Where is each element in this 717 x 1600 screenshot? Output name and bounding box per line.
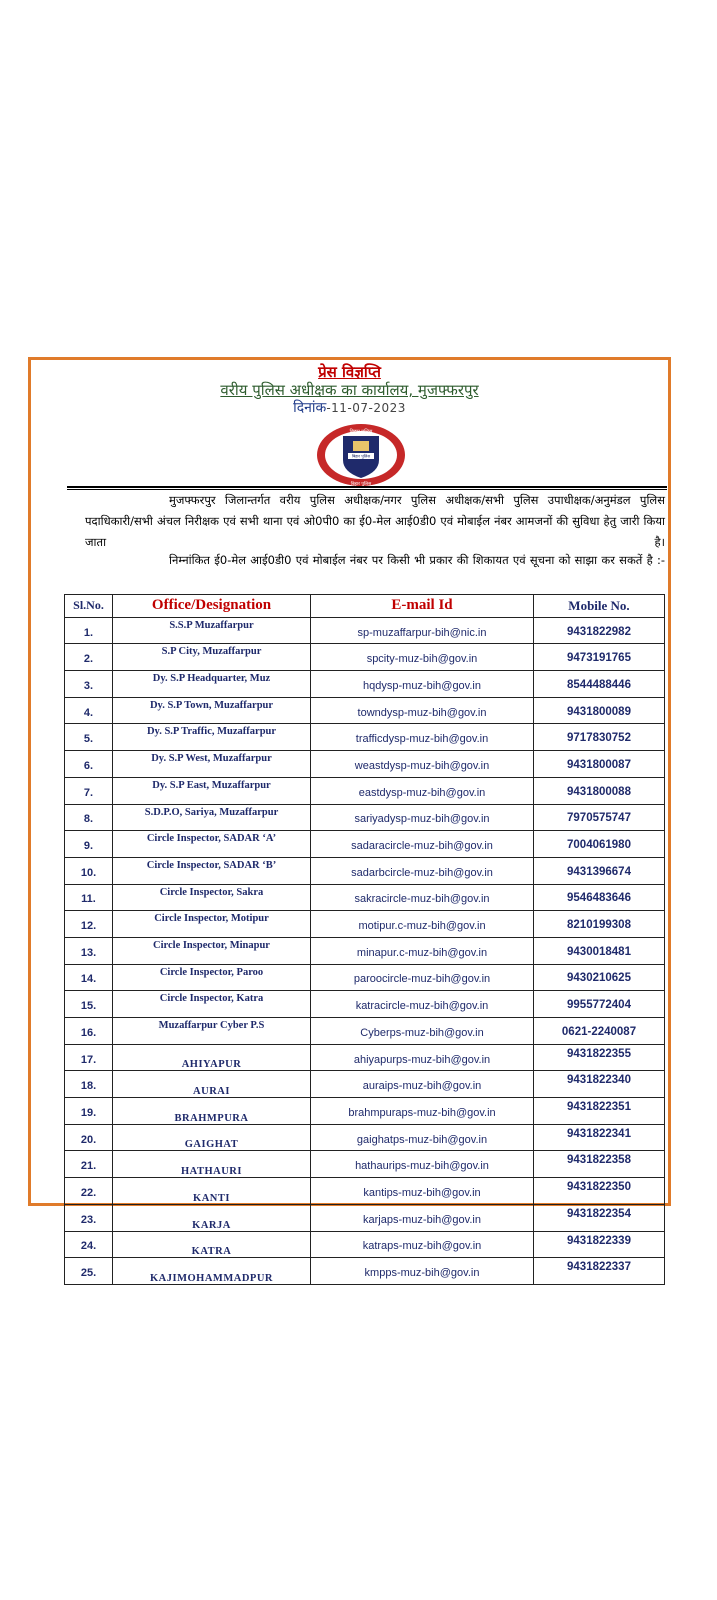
email-cell: sadarbcircle-muz-bih@gov.in	[311, 857, 534, 884]
mobile-cell: 9431800088	[534, 777, 665, 804]
email-cell: katraps-muz-bih@gov.in	[311, 1231, 534, 1258]
sl-no-cell: 22.	[65, 1178, 113, 1205]
mobile-cell: 0621-2240087	[534, 1018, 665, 1045]
email-cell: sadaracircle-muz-bih@gov.in	[311, 831, 534, 858]
sl-no-cell: 24.	[65, 1231, 113, 1258]
office-cell: KARJA	[113, 1204, 311, 1231]
table-row	[65, 724, 665, 751]
sl-no-cell: 13.	[65, 937, 113, 964]
office-cell: HATHAURI	[113, 1151, 311, 1178]
office-cell: AHIYAPUR	[113, 1044, 311, 1071]
office-cell: AURAI	[113, 1071, 311, 1098]
email-cell: auraips-muz-bih@gov.in	[311, 1071, 534, 1098]
emblem-bottom-text: बिहार पुलिस	[350, 482, 372, 487]
mobile-cell: 9431396674	[534, 857, 665, 884]
office-cell: Dy. S.P Town, Muzaffarpur	[113, 697, 311, 724]
header-sl-no: Sl.No.	[65, 595, 113, 618]
sl-no-cell: 8.	[65, 804, 113, 831]
sl-no-cell: 1.	[65, 617, 113, 644]
table-row	[65, 1098, 665, 1125]
office-cell: Dy. S.P East, Muzaffarpur	[113, 777, 311, 804]
mobile-cell: 8210199308	[534, 911, 665, 938]
email-cell: karjaps-muz-bih@gov.in	[311, 1204, 534, 1231]
mobile-cell: 9431822982	[534, 617, 665, 644]
sl-no-cell: 7.	[65, 777, 113, 804]
table-row	[65, 644, 665, 671]
header-mobile: Mobile No.	[534, 595, 665, 618]
office-cell: KANTI	[113, 1178, 311, 1205]
sl-no-cell: 4.	[65, 697, 113, 724]
sl-no-cell: 16.	[65, 1018, 113, 1045]
intro-paragraph: मुजफ्फरपुर जिलान्तर्गत वरीय पुलिस अधीक्षक/नगर पुलिस अधीक्षक/सभी पुलिस उपाधीक्षक/अनुमंडल पुलिस पदाधिकारी/सभी अंचल निरीक्षक एवं सभी थाना एवं ओ0पी0 का ई0-मेल आई0डी0 एवं मोबाईल नंबर आमजनों की सुविधा हेतु जारी किया जाता है।	[85, 493, 665, 549]
table-row	[65, 1071, 665, 1098]
office-cell: KATRA	[113, 1231, 311, 1258]
office-cell: GAIGHAT	[113, 1124, 311, 1151]
date-value: -11-07-2023	[326, 401, 406, 415]
email-cell: weastdysp-muz-bih@gov.in	[311, 751, 534, 778]
office-cell: Dy. S.P Traffic, Muzaffarpur	[113, 724, 311, 751]
email-cell: sakracircle-muz-bih@gov.in	[311, 884, 534, 911]
sl-no-cell: 11.	[65, 884, 113, 911]
office-cell: KAJIMOHAMMADPUR	[113, 1258, 311, 1285]
email-cell: Cyberps-muz-bih@gov.in	[311, 1018, 534, 1045]
table-row	[65, 617, 665, 644]
table-row	[65, 1178, 665, 1205]
email-cell: trafficdysp-muz-bih@gov.in	[311, 724, 534, 751]
office-cell: Dy. S.P Headquarter, Muz	[113, 671, 311, 698]
office-cell: Circle Inspector, Paroo	[113, 964, 311, 991]
table-header-row	[65, 595, 665, 618]
mobile-cell: 7004061980	[534, 831, 665, 858]
office-cell: Circle Inspector, Minapur	[113, 937, 311, 964]
table-row	[65, 1231, 665, 1258]
office-cell: Circle Inspector, Sakra	[113, 884, 311, 911]
mobile-cell: 9431822351	[534, 1098, 665, 1125]
sl-no-cell: 23.	[65, 1204, 113, 1231]
sl-no-cell: 3.	[65, 671, 113, 698]
email-cell: eastdysp-muz-bih@gov.in	[311, 777, 534, 804]
table-row	[65, 911, 665, 938]
email-cell: hqdysp-muz-bih@gov.in	[311, 671, 534, 698]
mobile-cell: 9431822350	[534, 1178, 665, 1205]
mobile-cell: 9431822341	[534, 1124, 665, 1151]
table-row	[65, 777, 665, 804]
table-row	[65, 937, 665, 964]
mobile-cell: 9431822339	[534, 1231, 665, 1258]
email-cell: towndysp-muz-bih@gov.in	[311, 697, 534, 724]
sl-no-cell: 9.	[65, 831, 113, 858]
table-row	[65, 991, 665, 1018]
email-cell: paroocircle-muz-bih@gov.in	[311, 964, 534, 991]
email-cell: brahmpuraps-muz-bih@gov.in	[311, 1098, 534, 1125]
press-release-document	[28, 357, 671, 1284]
sl-no-cell: 18.	[65, 1071, 113, 1098]
table-row	[65, 751, 665, 778]
mobile-cell: 9431800087	[534, 751, 665, 778]
mobile-cell: 9431822340	[534, 1071, 665, 1098]
complaint-paragraph: निम्नांकित ई0-मेल आई0डी0 एवं मोबाईल नंबर पर किसी भी प्रकार की शिकायत एवं सूचना को साझा कर सकतें है :-	[169, 553, 665, 567]
office-cell: Muzaffarpur Cyber P.S	[113, 1018, 311, 1045]
mobile-cell: 9431800089	[534, 697, 665, 724]
mobile-cell: 9431822337	[534, 1258, 665, 1285]
mobile-cell: 9431822355	[534, 1044, 665, 1071]
table-row	[65, 1204, 665, 1231]
sl-no-cell: 21.	[65, 1151, 113, 1178]
sl-no-cell: 15.	[65, 991, 113, 1018]
table-row	[65, 857, 665, 884]
sl-no-cell: 10.	[65, 857, 113, 884]
sl-no-cell: 5.	[65, 724, 113, 751]
email-cell: sariyadysp-muz-bih@gov.in	[311, 804, 534, 831]
table-row	[65, 1124, 665, 1151]
office-cell: BRAHMPURA	[113, 1098, 311, 1125]
office-cell: S.P City, Muzaffarpur	[113, 644, 311, 671]
office-cell: Dy. S.P West, Muzaffarpur	[113, 751, 311, 778]
header-divider	[67, 486, 667, 488]
email-cell: spcity-muz-bih@gov.in	[311, 644, 534, 671]
sl-no-cell: 20.	[65, 1124, 113, 1151]
table-row	[65, 697, 665, 724]
table-row	[65, 831, 665, 858]
table-row	[65, 1044, 665, 1071]
email-cell: hathaurips-muz-bih@gov.in	[311, 1151, 534, 1178]
email-cell: minapur.c-muz-bih@gov.in	[311, 937, 534, 964]
date-label: दिनांक	[293, 400, 327, 416]
email-cell: sp-muzaffarpur-bih@nic.in	[311, 617, 534, 644]
sl-no-cell: 6.	[65, 751, 113, 778]
bihar-police-emblem-icon	[315, 422, 407, 488]
sl-no-cell: 14.	[65, 964, 113, 991]
table-row	[65, 964, 665, 991]
table-row	[65, 1018, 665, 1045]
header-office: Office/Designation	[113, 595, 311, 618]
mobile-cell: 7970575747	[534, 804, 665, 831]
sl-no-cell: 2.	[65, 644, 113, 671]
contacts-table	[64, 594, 665, 1285]
table-row	[65, 1258, 665, 1285]
office-heading: वरीय पुलिस अधीक्षक का कार्यालय, मुजफ्फरपुर	[220, 381, 479, 399]
office-cell: Circle Inspector, Motipur	[113, 911, 311, 938]
mobile-cell: 9717830752	[534, 724, 665, 751]
email-cell: kantips-muz-bih@gov.in	[311, 1178, 534, 1205]
table-row	[65, 884, 665, 911]
mobile-cell: 9430210625	[534, 964, 665, 991]
email-cell: motipur.c-muz-bih@gov.in	[311, 911, 534, 938]
date-line	[31, 398, 668, 417]
table-row	[65, 1151, 665, 1178]
header-email: E-mail Id	[311, 595, 534, 618]
sl-no-cell: 12.	[65, 911, 113, 938]
mobile-cell: 9546483646	[534, 884, 665, 911]
office-cell: Circle Inspector, SADAR ‘B’	[113, 857, 311, 884]
sl-no-cell: 25.	[65, 1258, 113, 1285]
email-cell: gaighatps-muz-bih@gov.in	[311, 1124, 534, 1151]
office-cell: Circle Inspector, SADAR ‘A’	[113, 831, 311, 858]
email-cell: katracircle-muz-bih@gov.in	[311, 991, 534, 1018]
mobile-cell: 9431822354	[534, 1204, 665, 1231]
office-cell: S.S.P Muzaffarpur	[113, 617, 311, 644]
table-row	[65, 671, 665, 698]
office-cell: Circle Inspector, Katra	[113, 991, 311, 1018]
press-release-title: प्रेस विज्ञप्ति	[318, 363, 381, 381]
office-cell: S.D.P.O, Sariya, Muzaffarpur	[113, 804, 311, 831]
sl-no-cell: 17.	[65, 1044, 113, 1071]
email-cell: kmpps-muz-bih@gov.in	[311, 1258, 534, 1285]
mobile-cell: 8544488446	[534, 671, 665, 698]
mobile-cell: 9473191765	[534, 644, 665, 671]
email-cell: ahiyapurps-muz-bih@gov.in	[311, 1044, 534, 1071]
emblem-inner-text: बिहार पुलिस	[351, 453, 371, 459]
emblem-top-text: बिहार पुलिस	[349, 429, 373, 435]
mobile-cell: 9431822358	[534, 1151, 665, 1178]
mobile-cell: 9955772404	[534, 991, 665, 1018]
mobile-cell: 9430018481	[534, 937, 665, 964]
contacts-table-body	[65, 617, 665, 1284]
table-row	[65, 804, 665, 831]
sl-no-cell: 19.	[65, 1098, 113, 1125]
